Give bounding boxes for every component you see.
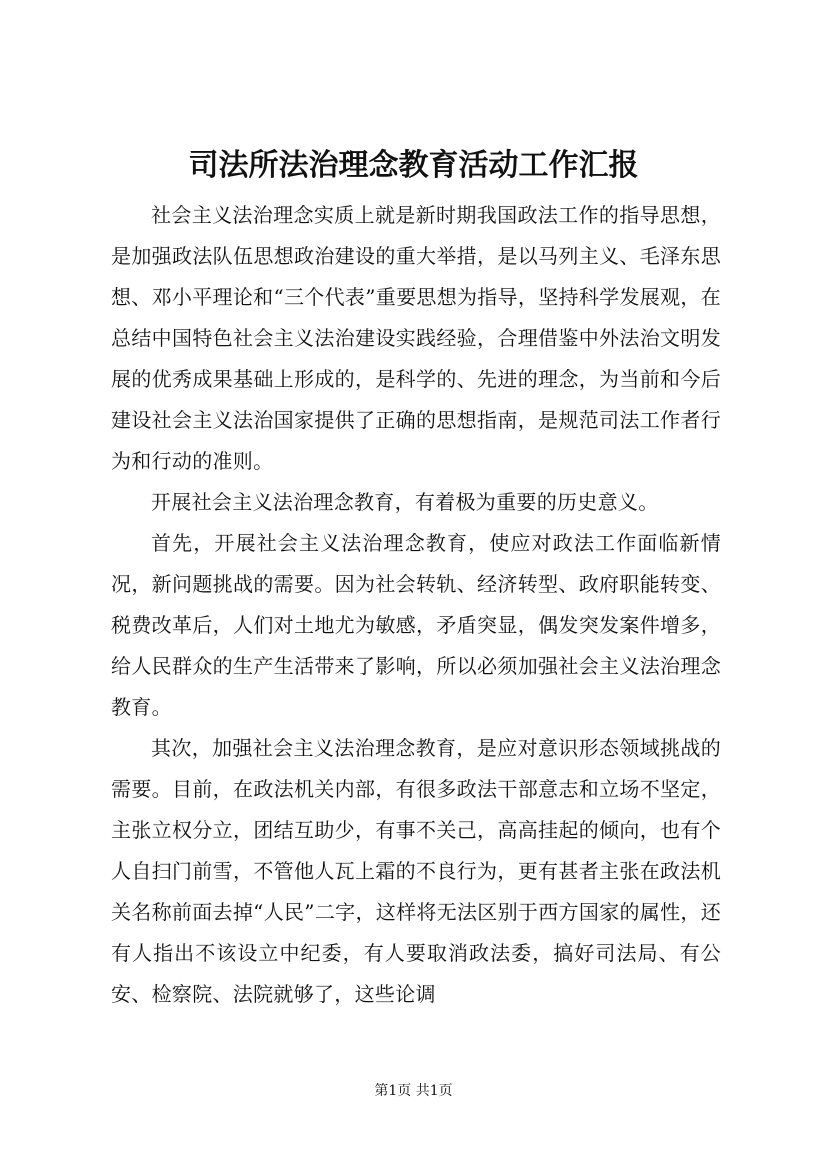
paragraph-2: 开展社会主义法治理念教育，有着极为重要的历史意义。 xyxy=(151,490,659,514)
paragraph-3: 首先，开展社会主义法治理念教育，使应对政法工作面临新情况，新问题挑战的需要。因为社会转轨、经济转型、政府职能转变、税费改革后，人们对土地尤为敏感，矛盾突显，偶发突发案件增多，给人民群众的生产生活带来了影响，所以必须加强社会主义法治理念教育。 xyxy=(111,531,721,719)
paragraph-4: 其次，加强社会主义法治理念教育，是应对意识形态领域挑战的需要。目前，在政法机关内部，有很多政法干部意志和立场不坚定，主张立权分立，团结互助少，有事不关己，高高挂起的倾向，也有个人自扫门前雪，不管他人瓦上霜的不良行为，更有甚者主张在政法机关名称前面去掉“人民”二字，这样将无法区别于西方国家的属性，还有人指出不该设立中纪委，有人要取消政法委，搞好司法局、有公安、检察院、法院就够了，这些论调 xyxy=(111,736,721,1006)
document-title: 司法所法治理念教育活动工作汇报 xyxy=(188,148,639,183)
page-footer: 第1页 共1页 xyxy=(374,1083,453,1099)
document-body xyxy=(111,195,721,1015)
paragraph-1: 社会主义法治理念实质上就是新时期我国政法工作的指导思想，是加强政法队伍思想政治建设的重大举措，是以马列主义、毛泽东思想、邓小平理论和“三个代表”重要思想为指导，坚持科学发展观，在总结中国特色社会主义法治建设实践经验，合理借鉴中外法治文明发展的优秀成果基础上形成的，是科学的、先进的理念，为当前和今后建设社会主义法治国家提供了正确的思想指南，是规范司法工作者行为和行动的准则。 xyxy=(111,203,721,473)
